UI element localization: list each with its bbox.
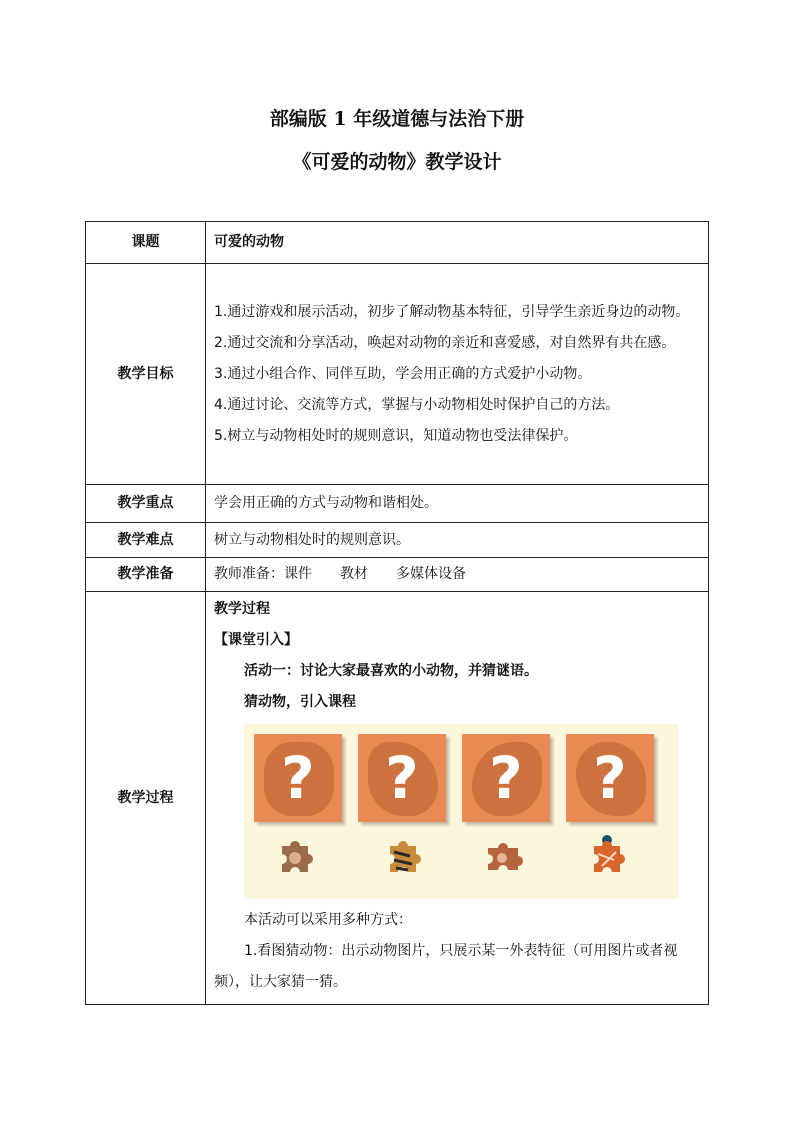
method-item: 1.看图猜动物：出示动物图片，只展示某一外表特征（可用图片或者视频），让大家猜一猜。 bbox=[214, 943, 678, 990]
puzzle-piece-icon bbox=[480, 834, 526, 880]
key-points-label: 教学重点 bbox=[86, 485, 206, 523]
objectives-value bbox=[206, 264, 709, 485]
process-label: 教学过程 bbox=[86, 592, 206, 1005]
question-mark-icon: ? bbox=[281, 744, 315, 812]
section-heading: 【课堂引入】 bbox=[214, 632, 298, 648]
guess-animal-image bbox=[244, 724, 678, 899]
table-row-difficulties bbox=[86, 523, 709, 558]
methods-intro: 本活动可以采用多种方式： bbox=[244, 912, 412, 928]
puzzle-piece-icon bbox=[380, 834, 426, 880]
difficulties-label: 教学难点 bbox=[86, 523, 206, 558]
objective-item: 4.通过讨论、交流等方式，掌握与小动物相处时保护自己的方法。 bbox=[214, 396, 620, 413]
objective-item: 5.树立与动物相处时的规则意识，知道动物也受法律保护。 bbox=[214, 427, 578, 444]
document-subtitle: 《可爱的动物》教学设计 bbox=[292, 151, 502, 173]
key-points-value: 学会用正确的方式与动物和谐相处。 bbox=[206, 485, 709, 523]
table-row-topic bbox=[86, 222, 709, 264]
difficulties-value: 树立与动物相处时的规则意识。 bbox=[206, 523, 709, 558]
mystery-card bbox=[254, 734, 342, 822]
preparation-value: 教师准备：课件 教材 多媒体设备 bbox=[206, 558, 709, 592]
guess-heading: 猜动物，引入课程 bbox=[244, 694, 356, 710]
question-mark-icon: ? bbox=[593, 744, 627, 812]
objective-item: 3.通过小组合作、同伴互助，学会用正确的方式爱护小动物。 bbox=[214, 365, 592, 382]
lesson-plan-table bbox=[85, 221, 709, 1005]
topic-label: 课题 bbox=[86, 222, 206, 264]
question-mark-icon: ? bbox=[489, 744, 523, 812]
mystery-card bbox=[358, 734, 446, 822]
table-row-preparation bbox=[86, 558, 709, 592]
objectives-label: 教学目标 bbox=[86, 264, 206, 485]
question-mark-icon: ? bbox=[385, 744, 419, 812]
table-row-process bbox=[86, 592, 709, 1005]
puzzle-piece-icon bbox=[584, 834, 630, 880]
document-title: 部编版 1 年级道德与法治下册 bbox=[269, 108, 525, 130]
mystery-card bbox=[566, 734, 654, 822]
table-row-objectives bbox=[86, 264, 709, 485]
objective-item: 1.通过游戏和展示活动，初步了解动物基本特征，引导学生亲近身边的动物。 bbox=[214, 303, 690, 320]
preparation-label: 教学准备 bbox=[86, 558, 206, 592]
puzzle-piece-icon bbox=[272, 834, 318, 880]
process-heading: 教学过程 bbox=[214, 601, 270, 617]
process-value bbox=[206, 592, 709, 1005]
activity-heading: 活动一：讨论大家最喜欢的小动物，并猜谜语。 bbox=[244, 663, 538, 679]
table-row-key-points bbox=[86, 485, 709, 523]
topic-value: 可爱的动物 bbox=[206, 222, 709, 264]
mystery-card bbox=[462, 734, 550, 822]
objective-item: 2.通过交流和分享活动，唤起对动物的亲近和喜爱感，对自然界有共在感。 bbox=[214, 334, 676, 351]
